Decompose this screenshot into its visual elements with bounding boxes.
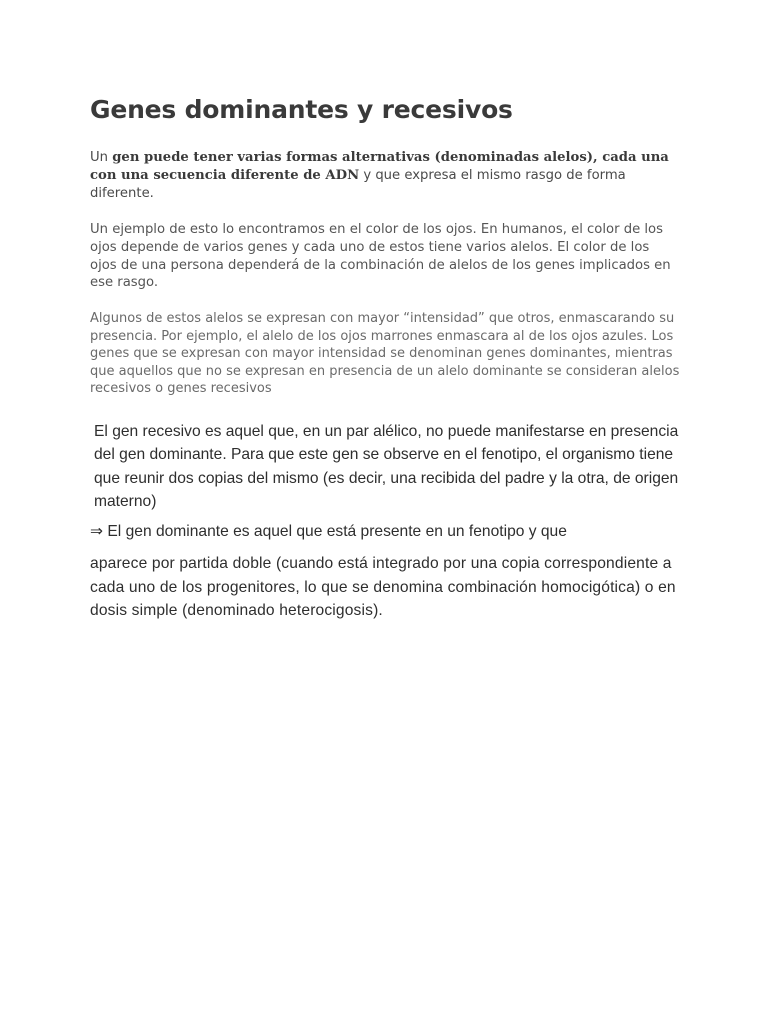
paragraph-gene-definition-bold: gen puede tener varias formas alternativas (denominadas alelos), cada una con una secuencia diferente de ADN — [90, 150, 669, 183]
paragraph-dominant-gene-detail: aparece por partida doble (cuando está integrado por una copia correspondiente a cada uno de los progenitores, lo que se denomina combinación homocigótica) o en dosis simple (denominado heterocigosis). — [90, 555, 676, 620]
paragraph-gene-definition-lead: Un — [90, 150, 113, 165]
document-page — [90, 92, 680, 623]
paragraph-allele-intensity: Algunos de estos alelos se expresan con mayor “intensidad” que otros, enmascarando su presencia. Por ejemplo, el alelo de los ojos marrones enmascara al de los ojos azules. Los genes que se expresan con mayor intensidad se denominan genes dominantes, mientras que aquellos que no se expresan en presencia de un alelo dominante se consideran alelos recesivos o genes recesivos — [90, 311, 680, 397]
paragraph-gene-definition — [90, 149, 680, 203]
paragraph-gene-definition-tail: y que expresa el mismo rasgo de forma diferente. — [90, 168, 626, 201]
page-title: Genes dominantes y recesivos — [90, 95, 513, 124]
paragraph-eye-color-example: Un ejemplo de esto lo encontramos en el color de los ojos. En humanos, el color de los ojos depende de varios genes y cada uno de estos tiene varios alelos. El color de los ojos de una persona dependerá de la combinación de alelos de los genes implicados en ese rasgo. — [90, 222, 671, 291]
paragraph-recessive-gene: El gen recesivo es aquel que, en un par alélico, no puede manifestarse en presencia del gen dominante. Para que este gen se observe en el fenotipo, el organismo tiene que reunir dos copias del mismo (es decir, una recibida del padre y la otra, de origen materno) — [94, 422, 679, 511]
paragraph-dominant-gene-intro: ⇒ El gen dominante es aquel que está presente en un fenotipo y que — [90, 522, 567, 540]
